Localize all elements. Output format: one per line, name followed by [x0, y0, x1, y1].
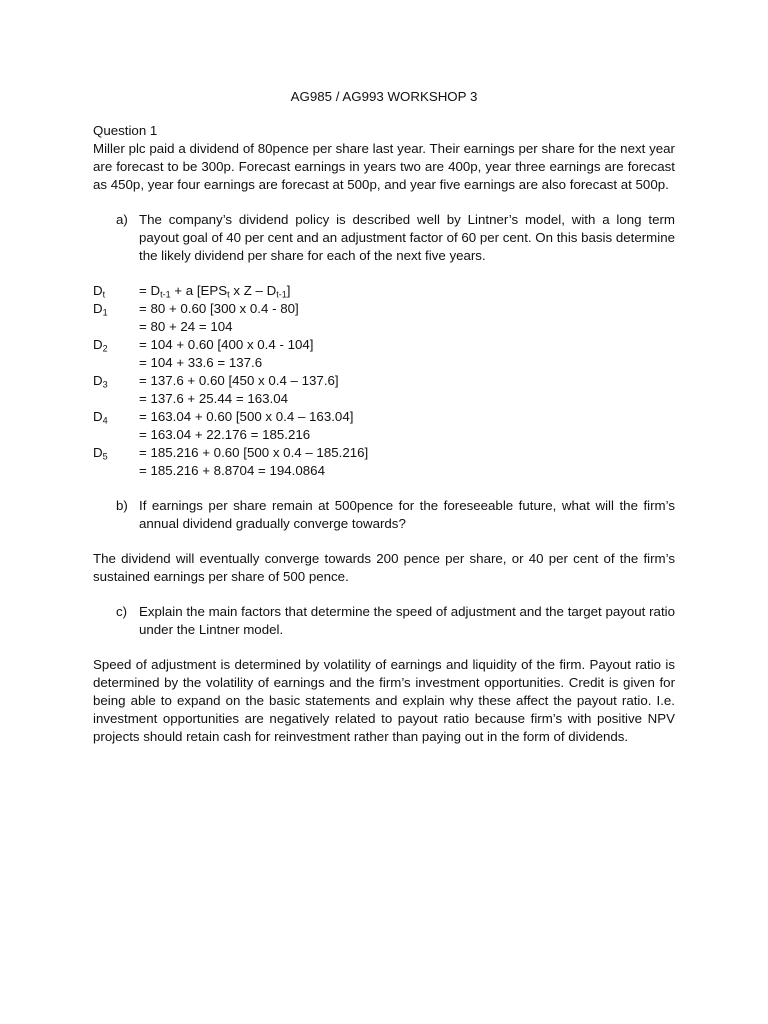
part-c: [116, 603, 675, 639]
calculation-expression: = 137.6 + 25.44 = 163.04: [139, 391, 288, 406]
part-a-marker: a): [116, 212, 128, 227]
calculation-label: $D_4$: [93, 409, 108, 426]
answer-c: Speed of adjustment is determined by volatility of earnings and liquidity of the firm. Payout ratio is determined by the volatility of earnings and the firm’s investment opportunities. Credit is given for being able to expand on the basic statements and explain why these affect the payout ratio. I.e. investment opportunities are negatively related to payout ratio because firm’s with positive NPV projects should retain cash for reinvestment rather than paying out in the form of dividends.: [93, 657, 675, 744]
calculation-row: [93, 408, 675, 426]
calculation-label: $D_5$: [93, 445, 108, 462]
part-a: [116, 211, 675, 265]
part-a-text: The company’s dividend policy is described well by Lintner’s model, with a long term payout goal of 40 per cent and an adjustment factor of 60 per cent. On this basis determine the likely dividend per share for each of the next five years.: [139, 212, 675, 263]
document-title: AG985 / AG993 WORKSHOP 3: [290, 89, 478, 104]
part-b-marker: b): [116, 498, 128, 513]
calculation-row: [93, 318, 675, 336]
calculation-row: [93, 462, 675, 480]
part-c-text: Explain the main factors that determine the speed of adjustment and the target payout ratio under the Lintner model.: [139, 604, 675, 637]
calculation-row: [93, 444, 675, 462]
calculation-expression: = 137.6 + 0.60 [450 x 0.4 – 137.6]: [139, 373, 339, 388]
calculation-expression: = 163.04 + 22.176 = 185.216: [139, 427, 311, 442]
calculation-expression: = 104 + 33.6 = 137.6: [139, 355, 263, 370]
calculation-row: [93, 354, 675, 372]
part-b-text: If earnings per share remain at 500pence for the foreseeable future, what will the firm’s annual dividend gradually converge towards?: [139, 498, 675, 531]
calculation-expression: = 104 + 0.60 [400 x 0.4 - 104]: [139, 337, 314, 352]
calculation-expression: = 163.04 + 0.60 [500 x 0.4 – 163.04]: [139, 409, 354, 424]
calculation-row: [93, 426, 675, 444]
question-intro: Miller plc paid a dividend of 80pence per share last year. Their earnings per share for the next year are forecast to be 300p. Forecast earnings in years two are 400p, year three earnings are forecast as 450p, year four earnings are forecast at 500p, and year five earnings are also forecast at 500p.: [93, 141, 675, 192]
calculation-row: [93, 282, 675, 300]
calculation-label: $D_t$: [93, 283, 106, 300]
calculation-label: $D_1$: [93, 301, 108, 318]
calculation-label: [93, 318, 139, 336]
calculation-row: [93, 300, 675, 318]
calculation-block: [93, 282, 675, 480]
calculation-label: [93, 462, 139, 480]
calculation-label: $D_3$: [93, 373, 108, 390]
calculation-label: $D_2$: [93, 337, 108, 354]
calculation-expression: = 185.216 + 8.8704 = 194.0864: [139, 463, 325, 478]
document-page: [93, 88, 675, 746]
calculation-label: [93, 354, 139, 372]
calculation-label: [93, 426, 139, 444]
question-heading: Question 1: [93, 123, 158, 138]
calculation-row: [93, 336, 675, 354]
calculation-expression: = $D_{t-1} + a$ [$EPS_t$ x Z – $D_{t-1}$]: [139, 283, 291, 300]
calculation-row: [93, 390, 675, 408]
calculation-row: [93, 372, 675, 390]
part-c-marker: c): [116, 604, 128, 619]
calculation-label: [93, 390, 139, 408]
calculation-expression: = 185.216 + 0.60 [500 x 0.4 – 185.216]: [139, 445, 369, 460]
part-b: [116, 497, 675, 533]
calculation-expression: = 80 + 0.60 [300 x 0.4 - 80]: [139, 301, 299, 316]
calculation-expression: = 80 + 24 = 104: [139, 319, 233, 334]
answer-b: The dividend will eventually converge towards 200 pence per share, or 40 per cent of the firm’s sustained earnings per share of 500 pence.: [93, 551, 675, 584]
